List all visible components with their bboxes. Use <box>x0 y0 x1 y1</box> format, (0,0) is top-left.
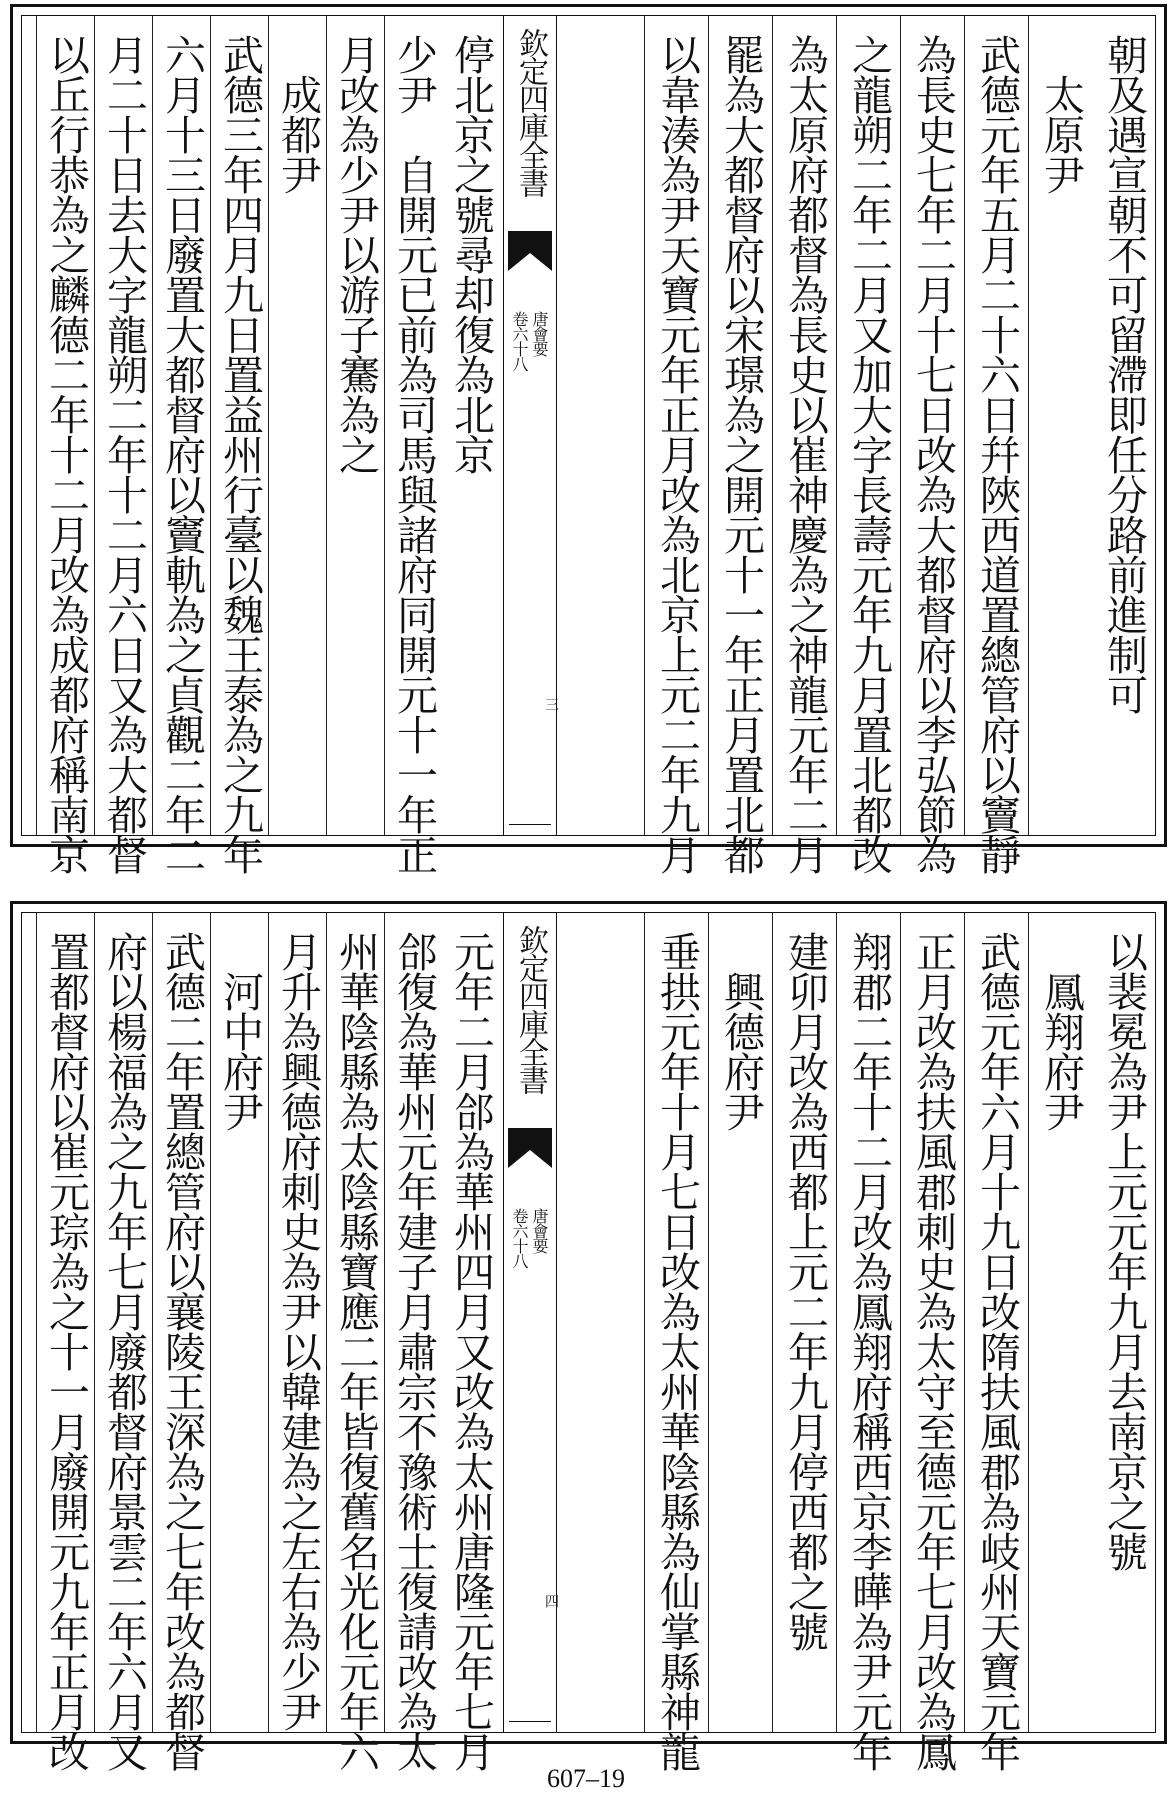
lower-text-frame <box>21 912 1156 1771</box>
column-text: 鳳翔府尹 <box>1037 931 1085 1131</box>
text-column <box>94 16 153 874</box>
fish-tail-bottom-rule <box>509 824 551 825</box>
fish-tail-icon <box>508 231 552 271</box>
column-text: 以丘行恭為之麟德二年十二月改為成都府稱南京 <box>42 34 90 874</box>
column-text: 正月改為扶風郡刺史為太守至德元年七月改為鳳 <box>909 931 957 1771</box>
book-title: 欽定四庫全書 <box>513 925 548 1093</box>
column-text: 武德元年六月十九日改隋扶風郡為岐州天寶元年 <box>973 931 1021 1771</box>
book-title: 欽定四庫全書 <box>513 28 548 196</box>
text-column <box>644 913 709 1771</box>
leaf-number: 四 <box>543 1594 559 1607</box>
upper-fish-tail-strip <box>503 16 557 835</box>
column-text: 六月十三日廢置大都督府以竇軌為之貞觀二年二 <box>158 34 206 874</box>
text-column <box>210 913 269 1732</box>
text-column <box>384 913 443 1771</box>
column-text: 武德三年四月九日置益州行臺以魏王泰為之九年 <box>216 34 264 874</box>
chapter-volume: 卷六十八 <box>510 311 529 371</box>
upper-text-frame <box>21 15 1156 874</box>
column-text: 少尹 自開元已前為司馬與諸府同開元十一年正 <box>390 34 438 874</box>
text-column <box>708 16 773 874</box>
column-text: 河中府尹 <box>216 931 264 1131</box>
column-text: 朝及遇宣朝不可留滯即任分路前進制可 <box>1100 34 1148 714</box>
column-text: 罷為大都督府以宋璟為之開元十一年正月置北都 <box>717 34 765 874</box>
text-column <box>900 913 965 1771</box>
column-text: 元年二月郃為華州四月又改為太州唐隆元年七月 <box>447 931 495 1771</box>
column-text: 武德二年置總管府以襄陵王深為之七年改為都督 <box>158 931 206 1771</box>
text-column <box>1028 16 1093 835</box>
text-column <box>772 16 837 874</box>
text-column <box>152 913 211 1771</box>
column-text: 太原尹 <box>1037 34 1085 194</box>
leaf-number: 三 <box>543 697 559 710</box>
column-text: 郃復為華州元年建子月肅宗不豫術士復請改為太 <box>390 931 438 1771</box>
column-text: 建卯月改為西都上元二年九月停西都之號 <box>781 931 829 1651</box>
chapter-title: 唐會要 <box>530 1208 549 1253</box>
lower-folio <box>10 901 1167 1771</box>
chapter-title: 唐會要 <box>530 311 549 356</box>
text-column <box>36 16 95 874</box>
text-column <box>964 16 1029 874</box>
column-text: 為長史七年二月十七日改為大都督府以李弘節為 <box>909 34 957 874</box>
page-number: 607–19 <box>547 1764 625 1793</box>
column-text: 翔郡二年十二月改為鳳翔府稱西京李曄為尹元年 <box>845 931 893 1771</box>
text-column <box>1028 913 1093 1732</box>
text-column <box>836 913 901 1771</box>
column-text: 武德元年五月二十六日幷陜西道置總管府以竇靜 <box>973 34 1021 874</box>
text-column <box>268 913 327 1732</box>
column-text: 府以楊福為之九年七月廢都督府景雲二年六月又 <box>100 931 148 1771</box>
column-text: 月升為興德府刺史為尹以韓建為之左右為少尹 <box>274 931 322 1731</box>
fish-tail-bottom-rule <box>509 1721 551 1722</box>
text-column <box>268 16 327 835</box>
text-column <box>152 16 211 874</box>
column-text: 為太原府都督為長史以崔神慶為之神龍元年二月 <box>781 34 829 874</box>
text-column <box>384 16 443 874</box>
text-column <box>442 913 500 1771</box>
text-column <box>1092 16 1156 835</box>
text-column <box>964 913 1029 1771</box>
column-text: 之龍朔二年二月又加大字長壽元年九月置北都改 <box>845 34 893 874</box>
text-column <box>772 913 837 1732</box>
text-column <box>644 16 709 874</box>
column-text: 興德府尹 <box>717 931 765 1131</box>
column-text: 以韋湊為尹天寶元年正月改為北京上元二年九月 <box>653 34 701 874</box>
text-column <box>1092 913 1156 1732</box>
column-text: 以裴冕為尹上元元年九月去南京之號 <box>1100 931 1148 1571</box>
chapter-volume: 卷六十八 <box>510 1208 529 1268</box>
column-text: 成都尹 <box>274 34 322 194</box>
fish-tail-icon <box>508 1128 552 1168</box>
text-column <box>900 16 965 874</box>
column-text: 州華陰縣為太陰縣寶應二年皆復舊名光化元年六 <box>332 931 380 1771</box>
text-column <box>94 913 153 1771</box>
text-column <box>210 16 269 874</box>
lower-fish-tail-strip <box>503 913 557 1732</box>
text-column <box>36 913 95 1771</box>
column-text: 垂拱元年十月七日改為太州華陰縣為仙掌縣神龍 <box>653 931 701 1771</box>
column-text: 停北京之號尋却復為北京 <box>447 34 495 474</box>
text-column <box>708 913 773 1732</box>
column-text: 置都督府以崔元琮為之十一月廢開元九年正月改 <box>42 931 90 1771</box>
text-column <box>326 913 385 1771</box>
text-column <box>326 16 385 835</box>
column-text: 月改為少尹以游子騫為之 <box>332 34 380 474</box>
column-text: 月二十日去大字龍朔二年十二月六日又為大都督 <box>100 34 148 874</box>
text-column <box>836 16 901 874</box>
upper-folio <box>10 4 1167 874</box>
text-column <box>442 16 500 835</box>
